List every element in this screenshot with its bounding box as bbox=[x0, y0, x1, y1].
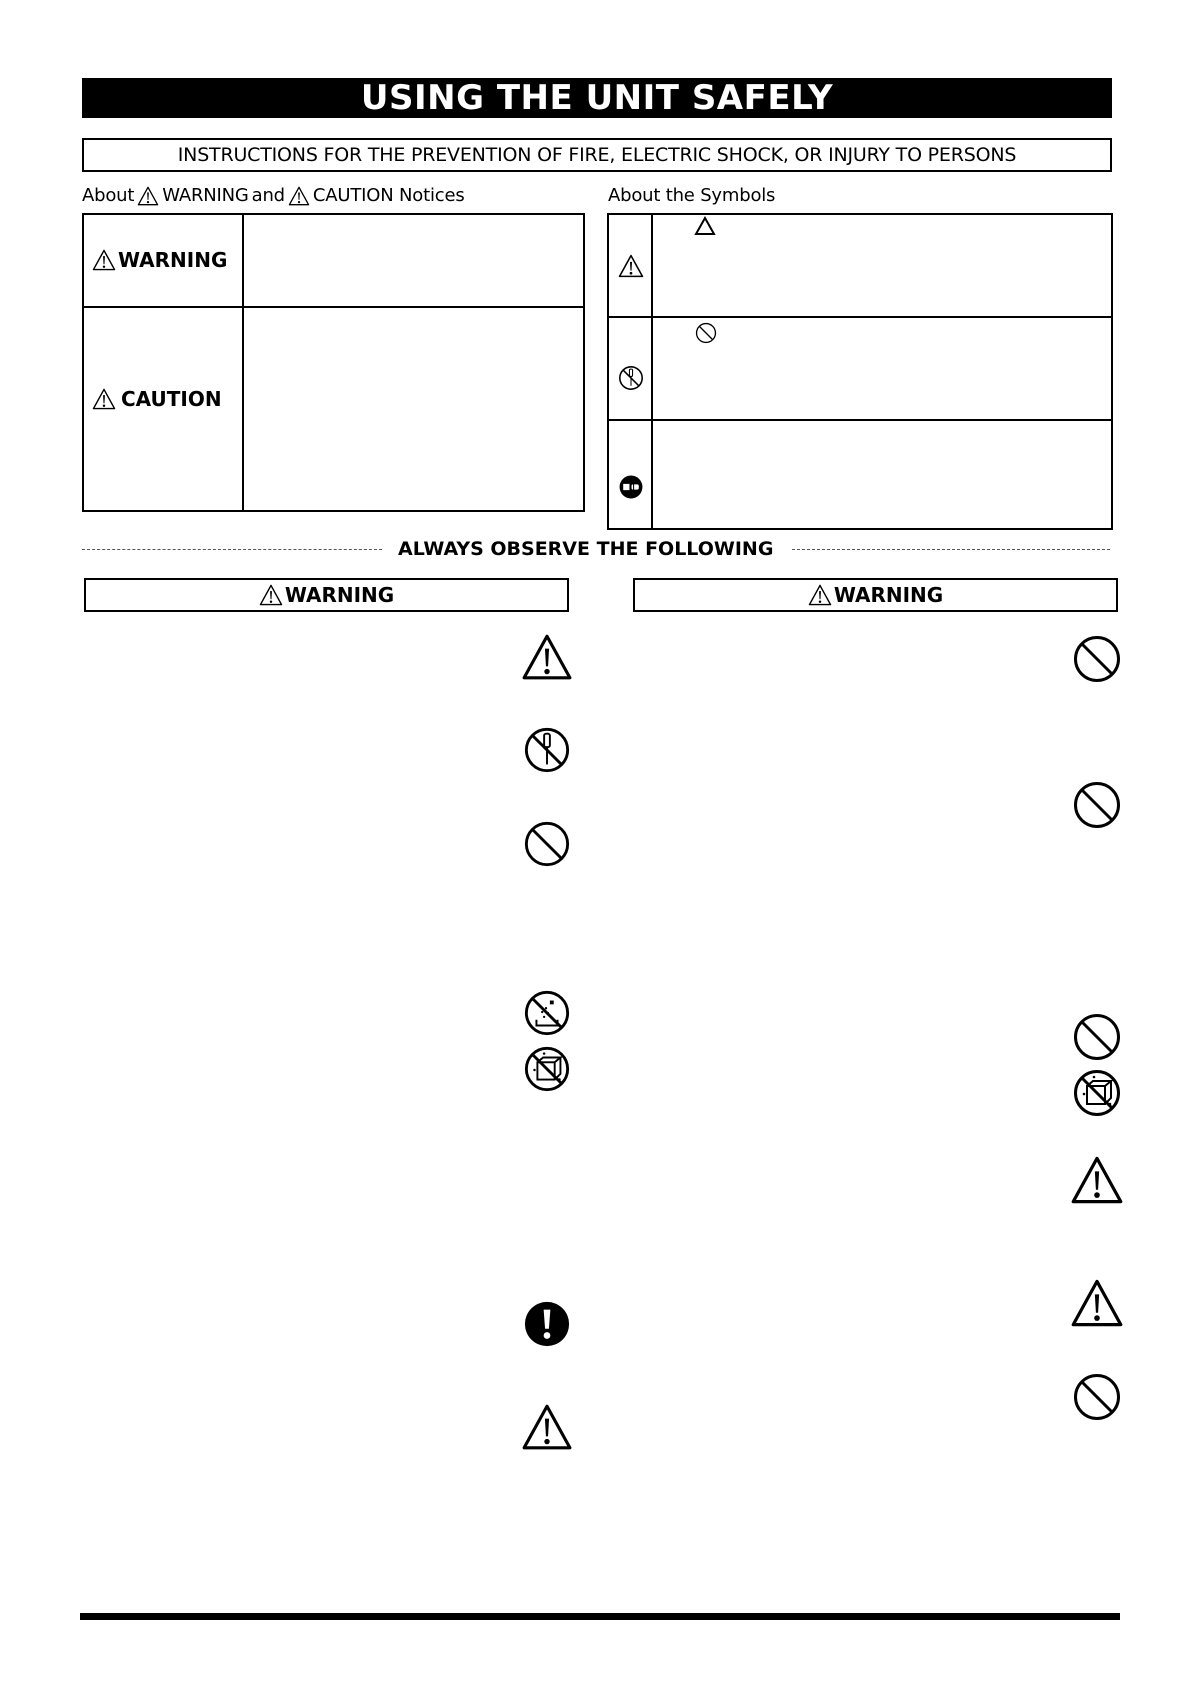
symbols-table bbox=[607, 213, 1113, 530]
warning-triangle-icon bbox=[259, 584, 283, 606]
mandatory-action-icon bbox=[523, 1300, 571, 1348]
warning-triangle-icon bbox=[808, 584, 832, 606]
symbols-divider-1 bbox=[607, 316, 1113, 318]
left-warning-header bbox=[84, 578, 569, 612]
notices-divider-horizontal bbox=[82, 306, 585, 308]
prohibited-icon bbox=[1072, 780, 1122, 830]
unplug-icon bbox=[618, 474, 644, 500]
symbols-divider-2 bbox=[607, 419, 1113, 421]
no-disassemble-icon bbox=[523, 726, 571, 774]
warning-triangle-icon bbox=[137, 186, 159, 206]
warning-notice-label bbox=[92, 248, 227, 272]
notices-header bbox=[82, 185, 465, 206]
instructions-banner bbox=[82, 138, 1112, 172]
right-warning-text: WARNING bbox=[833, 583, 944, 607]
prohibited-icon bbox=[1072, 1012, 1122, 1062]
right-warning-header bbox=[633, 578, 1118, 612]
no-liquids-icon bbox=[523, 1045, 571, 1093]
symbols-divider-vertical bbox=[651, 213, 653, 530]
prohibited-icon bbox=[1072, 634, 1122, 684]
no-liquids-icon bbox=[1072, 1068, 1122, 1118]
caution-triangle-icon bbox=[521, 1403, 573, 1451]
notices-header-about: About bbox=[82, 185, 135, 206]
symbols-header: About the Symbols bbox=[608, 185, 776, 206]
observe-dash-left bbox=[82, 549, 382, 550]
bottom-rule bbox=[80, 1613, 1120, 1620]
notices-header-caution: CAUTION Notices bbox=[312, 185, 465, 206]
warning-triangle-icon bbox=[92, 249, 116, 271]
instructions-text: INSTRUCTIONS FOR THE PREVENTION OF FIRE, ELECTRIC SHOCK, OR INJURY TO PERSONS bbox=[177, 144, 1017, 166]
page-title: USING THE UNIT SAFELY bbox=[82, 78, 1112, 118]
caution-triangle-icon bbox=[521, 633, 573, 681]
observe-dash-right bbox=[792, 549, 1110, 550]
observe-heading: ALWAYS OBSERVE THE FOLLOWING bbox=[398, 538, 774, 560]
prohibited-icon bbox=[1072, 1372, 1122, 1422]
prohibited-icon bbox=[523, 820, 571, 868]
small-triangle-icon bbox=[694, 216, 716, 236]
caution-triangle-icon bbox=[288, 186, 310, 206]
warning-notice-text: WARNING bbox=[118, 248, 228, 272]
notices-header-warning: WARNING bbox=[162, 185, 249, 206]
caution-triangle-icon bbox=[1070, 1278, 1124, 1328]
caution-triangle-icon bbox=[92, 388, 116, 410]
left-warning-text: WARNING bbox=[284, 583, 395, 607]
caution-notice-label bbox=[92, 387, 222, 411]
notices-divider-vertical bbox=[242, 213, 244, 512]
no-water-spray-icon bbox=[523, 989, 571, 1037]
caution-notice-text: CAUTION bbox=[121, 387, 222, 411]
no-disassemble-icon bbox=[618, 365, 644, 391]
notices-header-and: and bbox=[251, 185, 285, 206]
caution-triangle-icon bbox=[1070, 1155, 1124, 1205]
prohibited-icon bbox=[695, 322, 717, 344]
caution-triangle-icon bbox=[618, 254, 644, 278]
